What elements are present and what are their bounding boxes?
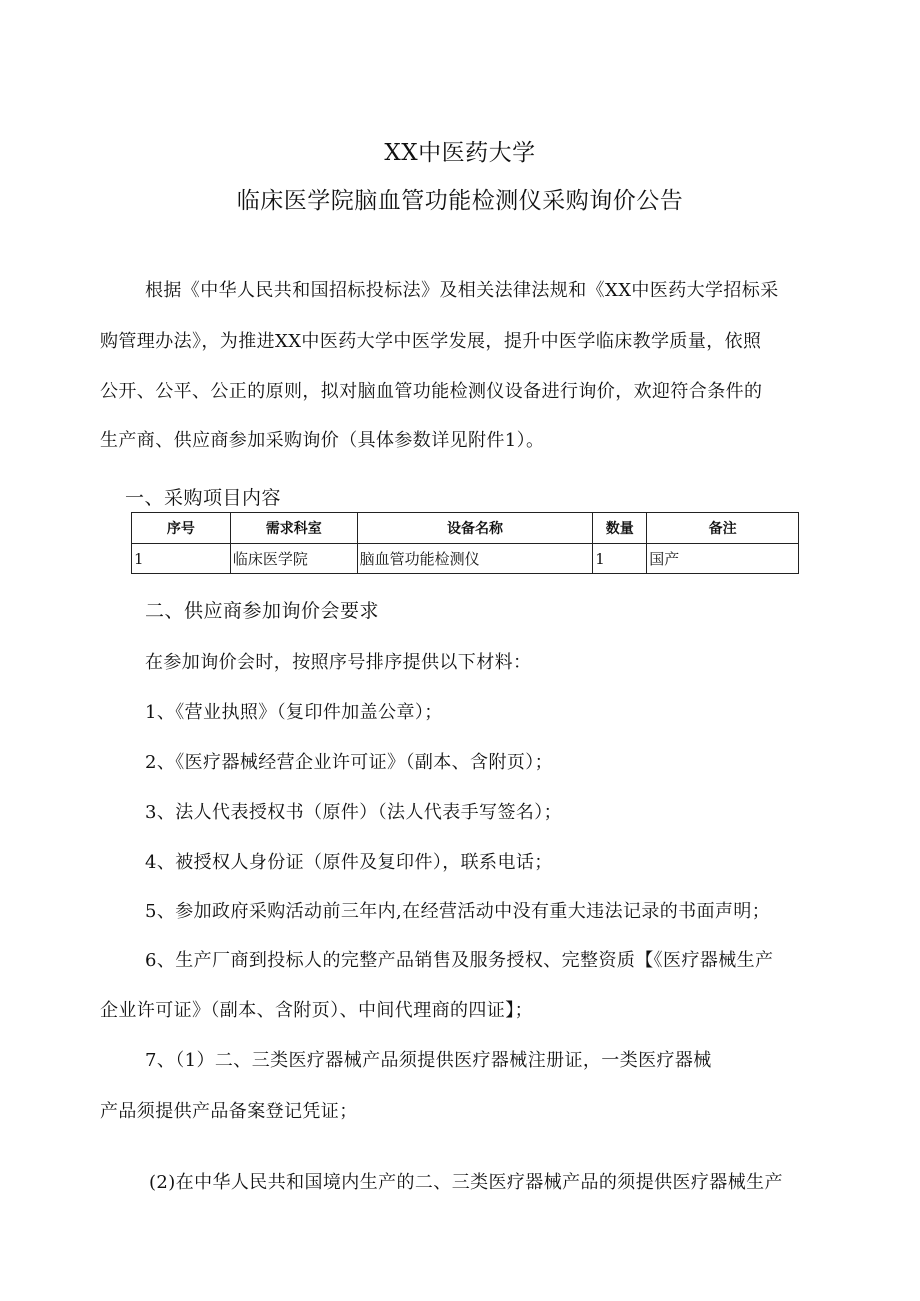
list-item: 5、参加政府采购活动前三年内,在经营活动中没有重大违法记录的书面声明；: [145, 901, 771, 922]
section1-heading: 一、采购项目内容: [125, 487, 282, 509]
column-header: 备注: [647, 513, 799, 544]
column-header: 设备名称: [357, 513, 593, 544]
intro-line-1: 根据《中华人民共和国招标投标法》及相关法律法规和《XX中医药大学招标采: [145, 280, 779, 301]
intro-line-3: 公开、公平、公正的原则，拟对脑血管功能检测仪设备进行询价，欢迎符合条件的: [100, 381, 763, 402]
table-row: [132, 544, 799, 574]
list-item: 6、生产厂商到投标人的完整产品销售及服务授权、完整资质【《医疗器械生产: [145, 950, 774, 971]
section2-lead: 在参加询价会时，按照序号排序提供以下材料：: [145, 652, 532, 673]
table-cell: 临床医学院: [230, 544, 357, 574]
table-cell: 脑血管功能检测仪: [357, 544, 593, 574]
table-header-row: [132, 513, 799, 544]
intro-line-2: 购管理办法》，为推进XX中医药大学中医学发展，提升中医学临床教学质量，依照: [100, 331, 762, 352]
list-item: (2)在中华人民共和国境内生产的二、三类医疗器械产品的须提供医疗器械生产: [149, 1172, 783, 1193]
list-item: 1、《营业执照》（复印件加盖公章）；: [145, 702, 443, 723]
procurement-table: [131, 512, 799, 574]
table-cell: 1: [132, 544, 231, 574]
table-cell: 国产: [647, 544, 799, 574]
list-item: 4、被授权人身份证（原件及复印件），联系电话；: [145, 852, 553, 873]
list-item-continued: 产品须提供产品备案登记凭证；: [100, 1101, 358, 1122]
document-subtitle: 临床医学院脑血管功能检测仪采购询价公告: [236, 188, 684, 214]
list-item: 3、法人代表授权书（原件）（法人代表手写签名）；: [145, 802, 563, 823]
list-item-continued: 企业许可证》（副本、含附页）、中间代理商的四证】；: [100, 1000, 533, 1021]
intro-line-4: 生产商、供应商参加采购询价（具体参数详见附件1）。: [100, 430, 545, 451]
list-item: 7、（1）二、三类医疗器械产品须提供医疗器械注册证，一类医疗器械: [145, 1050, 712, 1071]
table-cell: 1: [593, 544, 647, 574]
list-item: 2、《医疗器械经营企业许可证》（副本、含附页）；: [145, 752, 554, 773]
column-header: 需求科室: [230, 513, 357, 544]
column-header: 序号: [132, 513, 231, 544]
column-header: 数量: [593, 513, 647, 544]
section2-heading: 二、供应商参加询价会要求: [145, 600, 380, 622]
document-title: XX中医药大学: [384, 140, 536, 166]
